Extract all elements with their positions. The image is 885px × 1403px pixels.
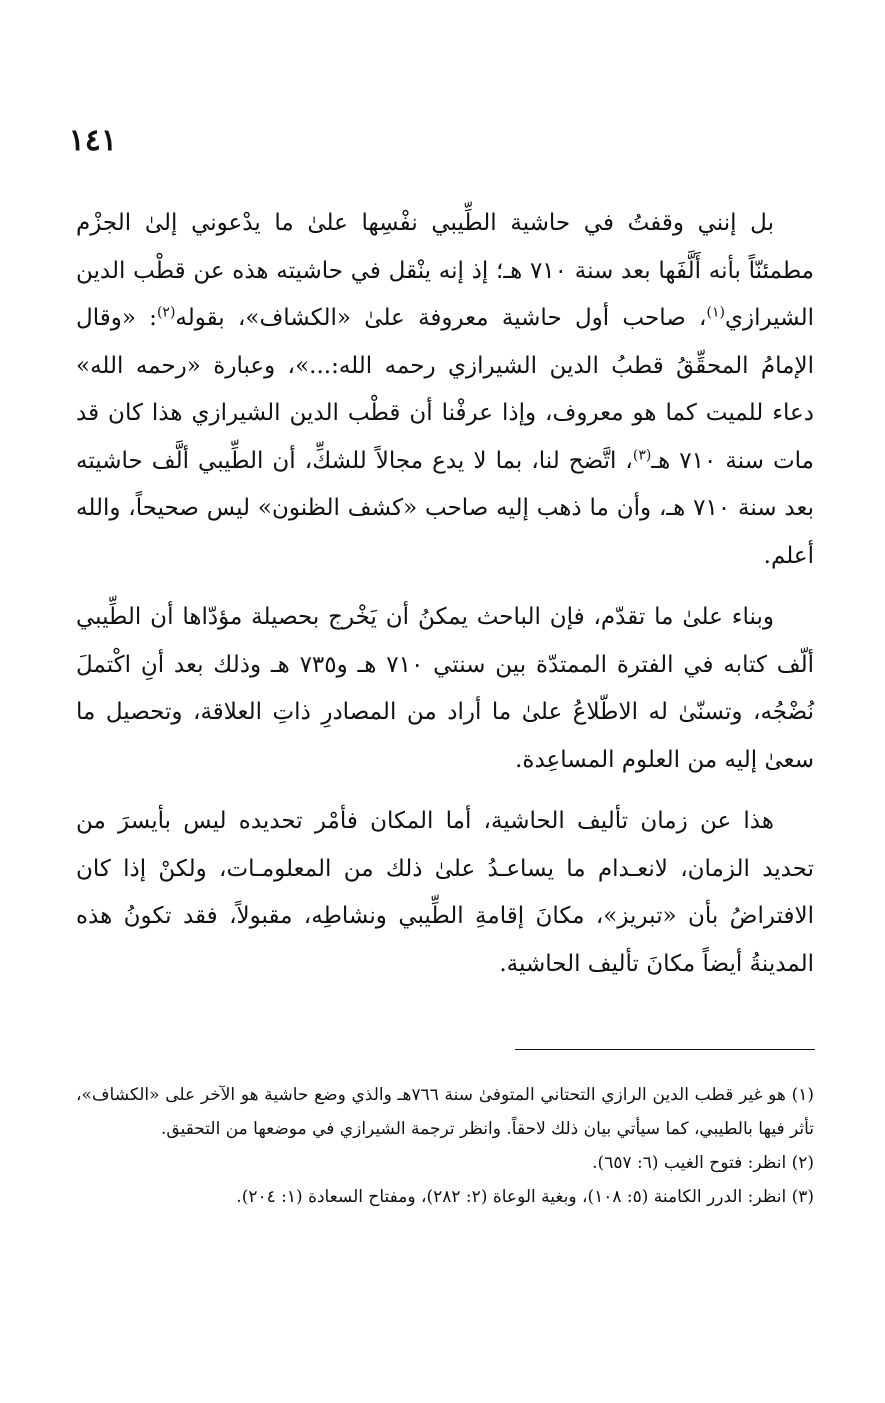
footnote-3: (٣) انظر: الدرر الكامنة (٥: ١٠٨)، وبغية الوعاة (٢: ٢٨٢)، ومفتاح السعادة (١: ٢٠٤). (236, 1187, 814, 1207)
paragraph-1-text-1: بل إنني وقفتُ في حاشية الطِّيبي نفْسِها علىٰ ما يدْعوني إلىٰ الجزْم مطمئنّاً بأنه أَلَّفَها بعد سنة ٧١٠ هـ؛ إذ إنه ينْقل في حاشيته هذه عن قطْب الدين الشيرازي (76, 210, 815, 331)
footnotes (76, 1078, 814, 1214)
paragraph-1-text-4: ، اتَّضح لنا، بما لا يدع مجالاً للشكِّ، أن الطِّيبي ألَّف حاشيته بعد سنة ٧١٠ هـ، وأن ما ذهب إليه صاحب «كشف الظنون» ليس صحيحاً، والله أعلم. (76, 447, 814, 569)
paragraph-1-text-2: ، صاحب أول حاشية معروفة علىٰ «الكشاف»، بقوله (175, 305, 707, 331)
footnote-ref-1[interactable]: (١) (706, 304, 725, 321)
footnote-ref-3[interactable]: (٣) (632, 446, 652, 463)
footnote-2: (٢) انظر: فتوح الغيب (٦: ٦٥٧). (592, 1153, 814, 1173)
paragraph-3-text: هذا عن زمان تأليف الحاشية، أما المكان فأمْر تحديده ليس بأيسرَ من تحديد الزمان، لانعـدام ما يساعـدُ علىٰ ذلك من المعلومـات، ولكنْ إذا كان الافتراضُ بأن «تبريز»، مكانَ إقامةِ الطِّيبي ونشاطِه، مقبولاً، فقد تكونُ هذه المدينةُ أيضاً مكانَ تأليف الحاشية. (76, 808, 814, 977)
paragraph-1 (76, 200, 814, 580)
paragraph-2 (76, 594, 814, 784)
main-text (76, 200, 814, 1002)
footnote-separator (515, 1049, 815, 1050)
paragraph-2-text: وبناء علىٰ ما تقدّم، فإن الباحث يمكنُ أن يَخْرج بحصيلة مؤدّاها أن الطِّيبي ألّف كتابه في الفترة الممتدّة بين سنتي ٧١٠ هـ و٧٣٥ هـ وذلك بعد أنِ اكْتملَ نُضْجُه، وتسنّىٰ له الاطّلاعُ علىٰ ما أراد من المصادرِ ذاتِ العلاقة، وتحصيل ما سعىٰ إليه من العلوم المساعِدة. (76, 604, 814, 773)
page-number: ١٤١ (68, 123, 117, 158)
paragraph-3 (76, 798, 814, 988)
footnote-1: (١) هو غير قطب الدين الرازي التحتاني المتوفىٰ سنة ٧٦٦هـ والذي وضع حاشية هو الآخر على «الكشاف»، تأثر فيها بالطيبي، كما سيأتي بيان ذلك لاحقاً. وانظر ترجمة الشيرازي في موضعها من التحقيق. (76, 1085, 814, 1139)
paragraph-1-text-3: : «وقال الإمامُ المحقِّقُ قطبُ الدين الشيرازي رحمه الله:...»، وعبارة «رحمه الله» دعاء للميت كما هو معروف، وإذا عرفْنا أن قطْب الدين الشيرازي هذا كان قد مات سنة ٧١٠ هـ (76, 305, 814, 474)
footnote-ref-2[interactable]: (٢) (156, 304, 176, 321)
